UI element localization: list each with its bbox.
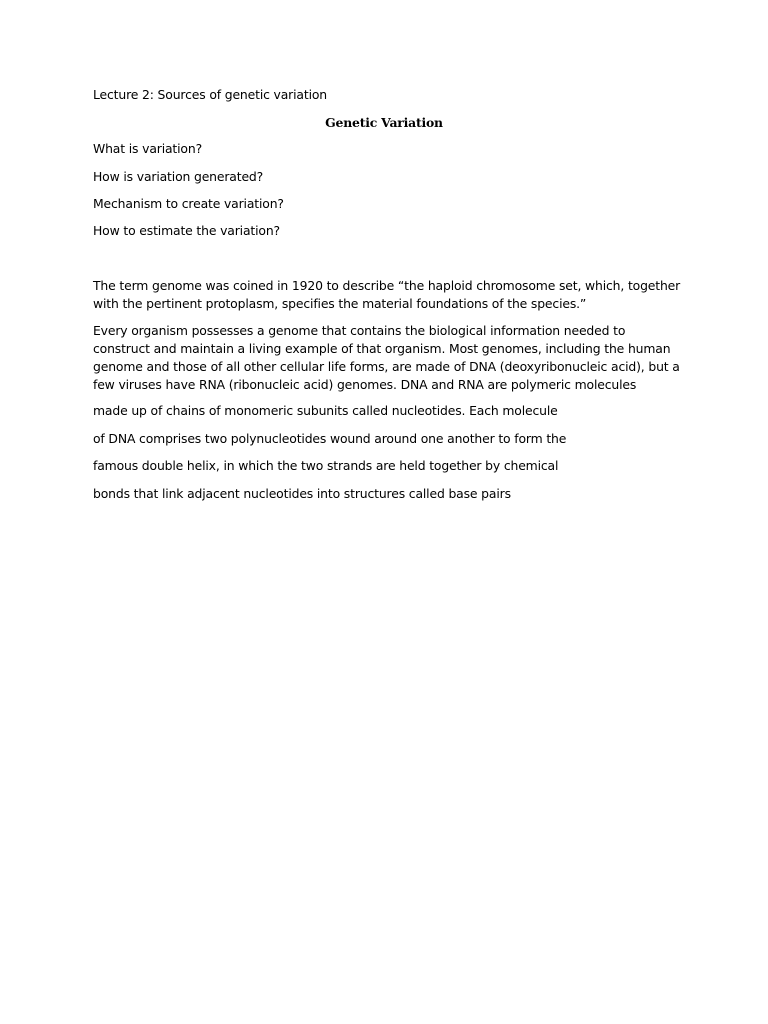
question-1: What is variation? (93, 141, 202, 156)
body-line-3: famous double helix, in which the two strands are held together by chemical (93, 458, 559, 473)
body-line-2: of DNA comprises two polynucleotides wound around one another to form the (93, 431, 567, 446)
paragraph-organism-genome: Every organism possesses a genome that contains the biological information needed to construct and maintain a living example of that organism. Most genomes, including the human genome and those of all other cellular life forms, are made of DNA (deoxyribonucleic acid), but a few viruses have RNA (ribonucleic acid) genomes. DNA and RNA are polymeric molecules (93, 323, 680, 392)
question-3: Mechanism to create variation? (93, 196, 284, 211)
document-title: Genetic Variation (325, 115, 443, 130)
paragraph-genome-definition: The term genome was coined in 1920 to describe “the haploid chromosome set, which, together with the pertinent protoplasm, specifies the material foundations of the species.” (93, 278, 681, 311)
question-4: How to estimate the variation? (93, 223, 280, 238)
body-line-1: made up of chains of monomeric subunits called nucleotides. Each molecule (93, 403, 558, 418)
question-2: How is variation generated? (93, 169, 264, 184)
body-line-4: bonds that link adjacent nucleotides into structures called base pairs (93, 486, 511, 501)
lecture-heading: Lecture 2: Sources of genetic variation (93, 87, 328, 102)
